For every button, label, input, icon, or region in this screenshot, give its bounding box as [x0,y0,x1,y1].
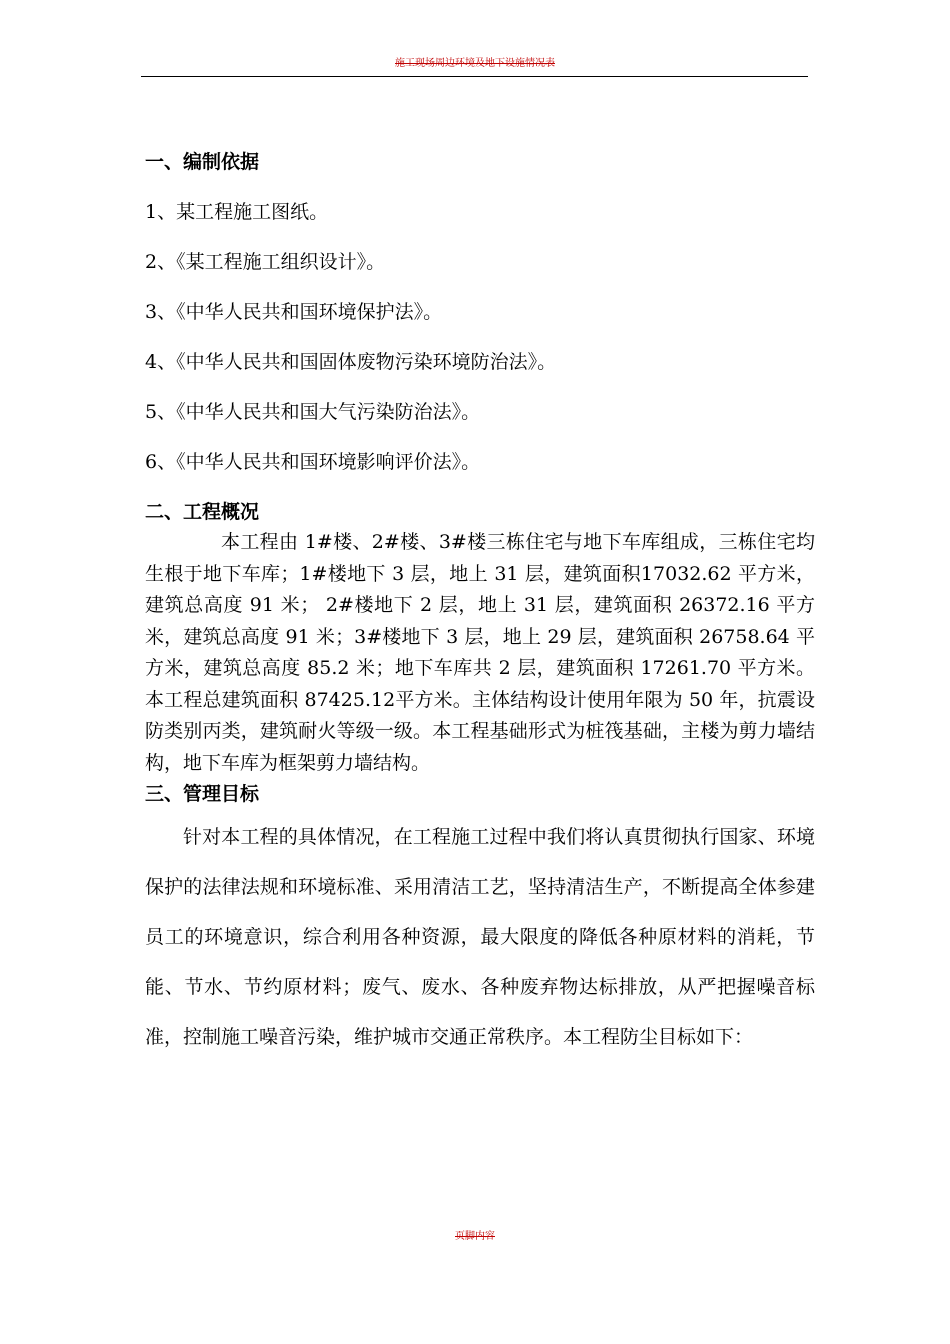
page-footer: 页脚内容 [455,1231,495,1242]
basis-item-5: 5、《中华人民共和国大气污染防治法》。 [145,401,481,423]
section-heading-overview: 二、工程概况 [145,501,260,523]
basis-item-6: 6、《中华人民共和国环境影响评价法》。 [145,451,481,473]
basis-item-1: 1、某工程施工图纸。 [145,201,329,223]
section-heading-goals: 三、管理目标 [145,783,260,805]
section-heading-basis: 一、编制依据 [145,151,260,173]
basis-item-3: 3、《中华人民共和国环境保护法》。 [145,301,443,323]
goals-paragraph: 针对本工程的具体情况，在工程施工过程中我们将认真贯彻执行国家、环境保护的法律法规和环境标准、采用清洁工艺，坚持清洁生产，不断提高全体参建员工的环境意识，综合利用各种资源，最大限度的降低各种原材料的消耗，节能、节水、节约原材料；废气、废水、各种废弃物达标排放，从严把握噪音标准，控制施工噪音污染，维护城市交通正常秩序。本工程防尘目标如下： [145,826,815,1048]
header-divider [141,76,808,77]
document-body [145,150,815,1062]
basis-item-2: 2、《某工程施工组织设计》。 [145,251,386,273]
page-header-title: 施工现场周边环境及地下设施情况表 [395,58,555,69]
overview-paragraph: 本工程由 1#楼、2#楼、3#楼三栋住宅与地下车库组成，三栋住宅均生根于地下车库；1#楼地下 3 层，地上 31 层，建筑面积17032.62 平方米，建筑总高度 91 米； 2#楼地下 2 层，地上 31 层，建筑面积 26372.16 平方米，建筑总高度 91 米；3#楼地下 3 层，地上 29 层，建筑面积 26758.64 平方米，建筑总高度 85.2 米；地下车库共 2 层，建筑面积 17261.70 平方米。本工程总建筑面积 87425.12平方米。主体结构设计使用年限为 50 年，抗震设防类别丙类，建筑耐火等级一级。本工程基础形式为桩筏基础，主楼为剪力墙结构，地下车库为框架剪力墙结构。 [145,531,815,774]
basis-item-4: 4、《中华人民共和国固体废物污染环境防治法》。 [145,351,557,373]
